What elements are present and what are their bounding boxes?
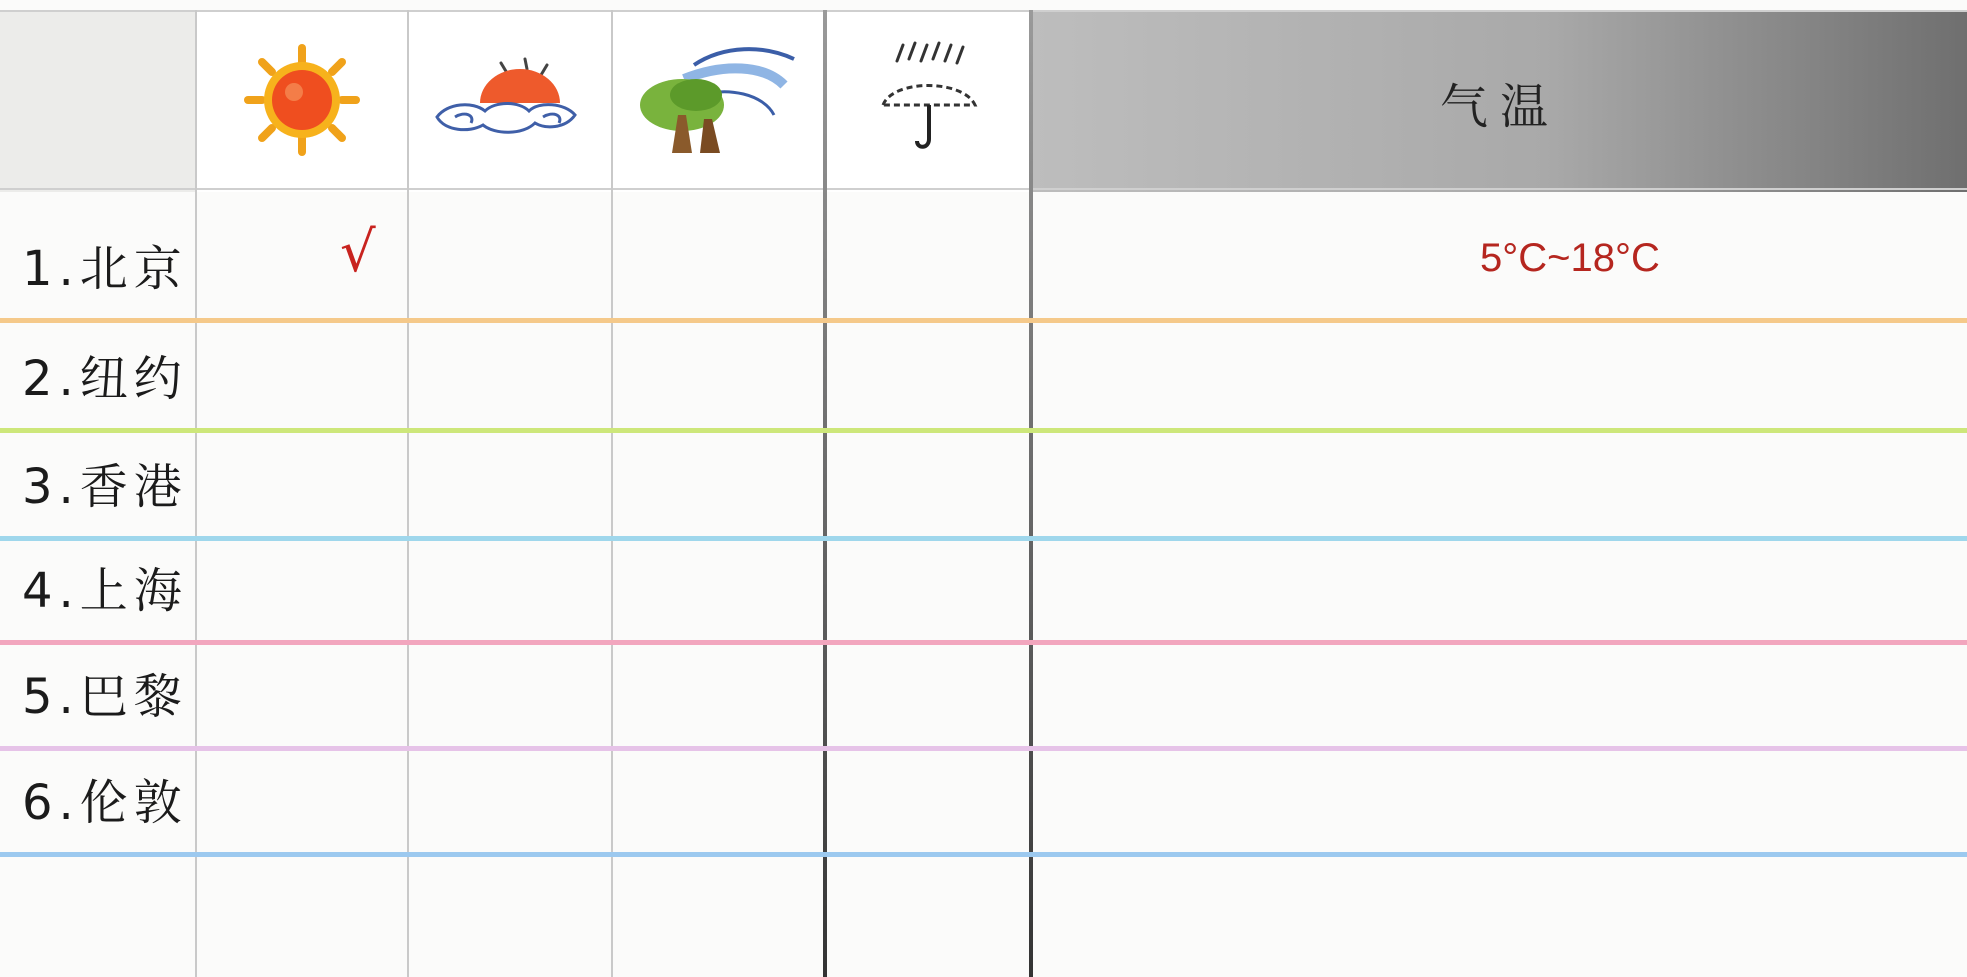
city-label: 6.伦敦	[22, 775, 188, 831]
check-mark: √	[340, 220, 376, 285]
partly-cloudy-cell	[409, 10, 611, 192]
row-line	[0, 852, 1967, 857]
rainy-icon	[863, 35, 993, 169]
city-label: 4.上海	[22, 563, 188, 619]
temperature-header	[1033, 10, 1967, 192]
temperature-header-label: 气温	[1439, 78, 1560, 135]
city-label: 5.巴黎	[22, 669, 188, 725]
header-row	[0, 0, 1967, 190]
temperature-value: 5°C~18°C	[1480, 236, 1660, 280]
partly-cloudy-icon	[425, 45, 595, 159]
sunny-cell	[197, 10, 407, 192]
corner-cell	[0, 10, 195, 192]
table-row	[0, 724, 1967, 857]
rainy-cell	[827, 10, 1029, 192]
sunny-icon	[232, 40, 372, 164]
city-label: 2.纽约	[22, 351, 188, 407]
city-label: 3.香港	[22, 459, 188, 515]
city-label: 1.北京	[22, 241, 188, 297]
windy-icon	[634, 35, 804, 169]
windy-cell	[613, 10, 825, 192]
